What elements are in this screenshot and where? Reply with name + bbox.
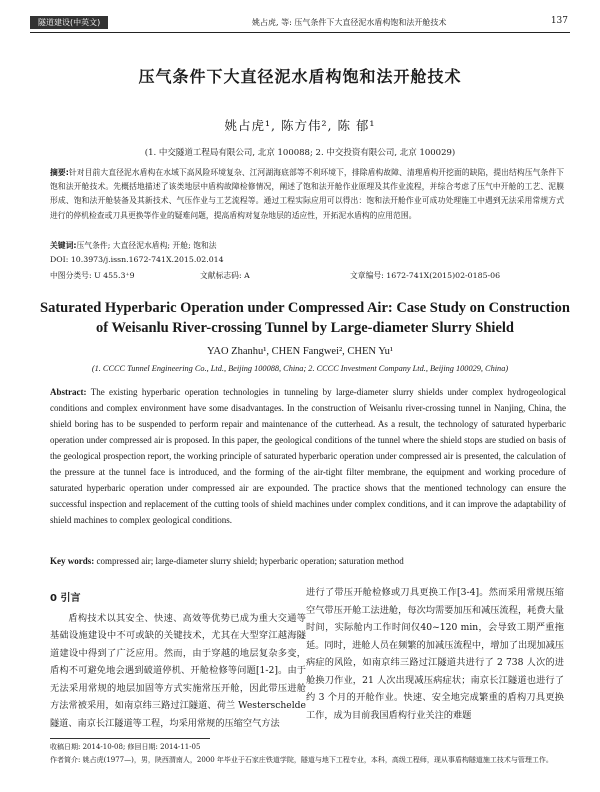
footnote-divider [50, 738, 210, 739]
en-abstract [50, 384, 566, 528]
doc-code: 文献标志码: A [200, 271, 250, 280]
classification-line [50, 270, 564, 281]
doi: DOI: 10.3973/j.issn.1672-741X.2015.02.014 [50, 255, 224, 264]
page-number: 137 [550, 16, 568, 26]
zh-abstract [50, 166, 564, 223]
en-keywords [50, 556, 566, 566]
running-title: 姚占虎, 等: 压气条件下大直径泥水盾构饱和法开舱技术 [252, 18, 447, 27]
article-number: 文章编号: 1672-741X(2015)02-0185-06 [350, 271, 501, 280]
body-column-left [50, 584, 306, 732]
footnote-received: 收稿日期: 2014-10-08; 修回日期: 2014-11-05 [50, 743, 201, 751]
en-abstract-label: Abstract: [50, 387, 87, 397]
body-column-right [306, 584, 564, 724]
en-affiliation: (1. CCCC Tunnel Engineering Co., Ltd., Beijing 100088, China; 2. CCCC Investment Company Ltd., Beijing 100029, China) [91, 364, 509, 373]
journal-name: 隧道建设(中英文) [30, 16, 108, 29]
running-header [30, 14, 570, 33]
en-keywords-label: Key words: [50, 556, 95, 566]
zh-title: 压气条件下大直径泥水盾构饱和法开舱技术 [138, 67, 462, 86]
zh-keywords-label: 关键词: [50, 241, 77, 250]
zh-keywords [50, 240, 564, 251]
body-paragraph-left: 盾构技术以其安全、快速、高效等优势已成为重大交通等基础设施建设中不可或缺的关键技术，尤其在大型穿江越海隧道建设中得到了广泛应用。然而，由于穿越的地层复杂多变，盾构不可避免地会遇到破道停机、开舱检修等问题[1-2]。由于无法采用常规的地层加固等方式实施常压开舱，因此带压进舱方法常被采用，如南京纬三路过江隧道、荷兰 Westerschelde 隧道、南京长江隧道等工程，均采用常规的压缩空气方法 [50, 612, 306, 729]
en-authors: YAO Zhanhu¹, CHEN Fangwei², CHEN Yu¹ [206, 346, 394, 357]
body-paragraph-right: 进行了带压开舱检修或刀具更换工作[3-4]。然而采用常规压缩空气带压开舱工法进舱，每次均需要加压和减压流程，耗费大量时间，实际舱内工作时间仅40~120 min，会导致工期严重拖延。同时，进舱人员在频繁的加减压流程中，增加了出现加减压病症的风险，如南京纬三路过江隧道共进行了 2 738 人次的进舱换刀作业，21 人次出现减压病症状；南京长江隧道也进行了约 3 个月的开舱作业。快速、安全地完成繁重的盾构刀具更换工作，成为目前我国盾构行业关注的难题 [306, 587, 564, 721]
en-title: Saturated Hyperbaric Operation under Compressed Air: Case Study on Construction of Weisanlu River-crossing Tunnel by Large-diameter Slurry Shield [40, 300, 570, 336]
clc-number: 中图分类号: U 455.3⁺9 [50, 271, 135, 280]
zh-authors: 姚占虎¹, 陈方伟², 陈 郁¹ [224, 118, 376, 133]
en-keywords-text: compressed air; large-diameter slurry shield; hyperbaric operation; saturation method [96, 556, 404, 566]
zh-abstract-text: 针对目前大直径泥水盾构在水域下高风险环境复杂、江河湖海底部等不利环境下，排除盾构故障、清理盾构开挖面的缺陷，提出结构压气条件下饱和法开舱技术。先概括地描述了该类地层中盾构故障检修情况，阐述了饱和法开舱作业原理及其作业流程，并综合考虑了压气中开舱的工艺、泥膜形成、饱和法开舱装备及其新技术、气压作业与工艺流程等。通过工程实际应用可以得出：饱和法开舱作业可成功处理施工中遇到无法采用常规方式进行的停机检查或刀具更换等作业的疑难问题，提高盾构对复杂地层的适应性，开拓泥水盾构的应用范围。 [50, 168, 564, 220]
en-abstract-text: The existing hyperbaric operation technologies in tunneling by large-diameter slurry shields under complex hydrogeological conditions and complex environment have some disadvantages. In the construction of Weisanlu river-crossing tunnel in Nanjing, China, the shield boring has to be suspended to perform repair and maintenance of the cutterhead. As a result, the technology of saturated hyperbaric operation under compressed air is proposed. In this paper, the geological conditions of the tunnel where the shield stops are studied on basis of the geological prospection report, the working principle of saturated hyperbaric operation under compressed air is presented, the calculation of the pressure at the tunnel face is introduced, and the forming of the air-tight filter membrane, the equipment and working procedure of saturated hyperbaric operation under compressed air are expounded. The practice shows that the mentioned technology can ensure the successful inspection and replacement of the cutting tools of shield machines under complex conditions, and it can improve the adaptability of shield machines to complex geological conditions. [50, 387, 566, 525]
section-heading: 0 引言 [50, 593, 81, 604]
zh-keywords-text: 压气条件; 大直径泥水盾构; 开舱; 饱和法 [76, 241, 217, 250]
zh-affiliation: (1. 中交隧道工程局有限公司, 北京 100088; 2. 中交投资有限公司, 北京 100029) [144, 148, 456, 158]
footnote-author-bio: 作者简介: 姚占虎(1977—)，男，陕西渭南人，2000 年毕业于石家庄铁道学院，隧道与地下工程专业，本科，高级工程师，现从事盾构隧道施工技术与管理工作。 [50, 756, 553, 764]
zh-abstract-label: 摘要: [50, 168, 69, 177]
